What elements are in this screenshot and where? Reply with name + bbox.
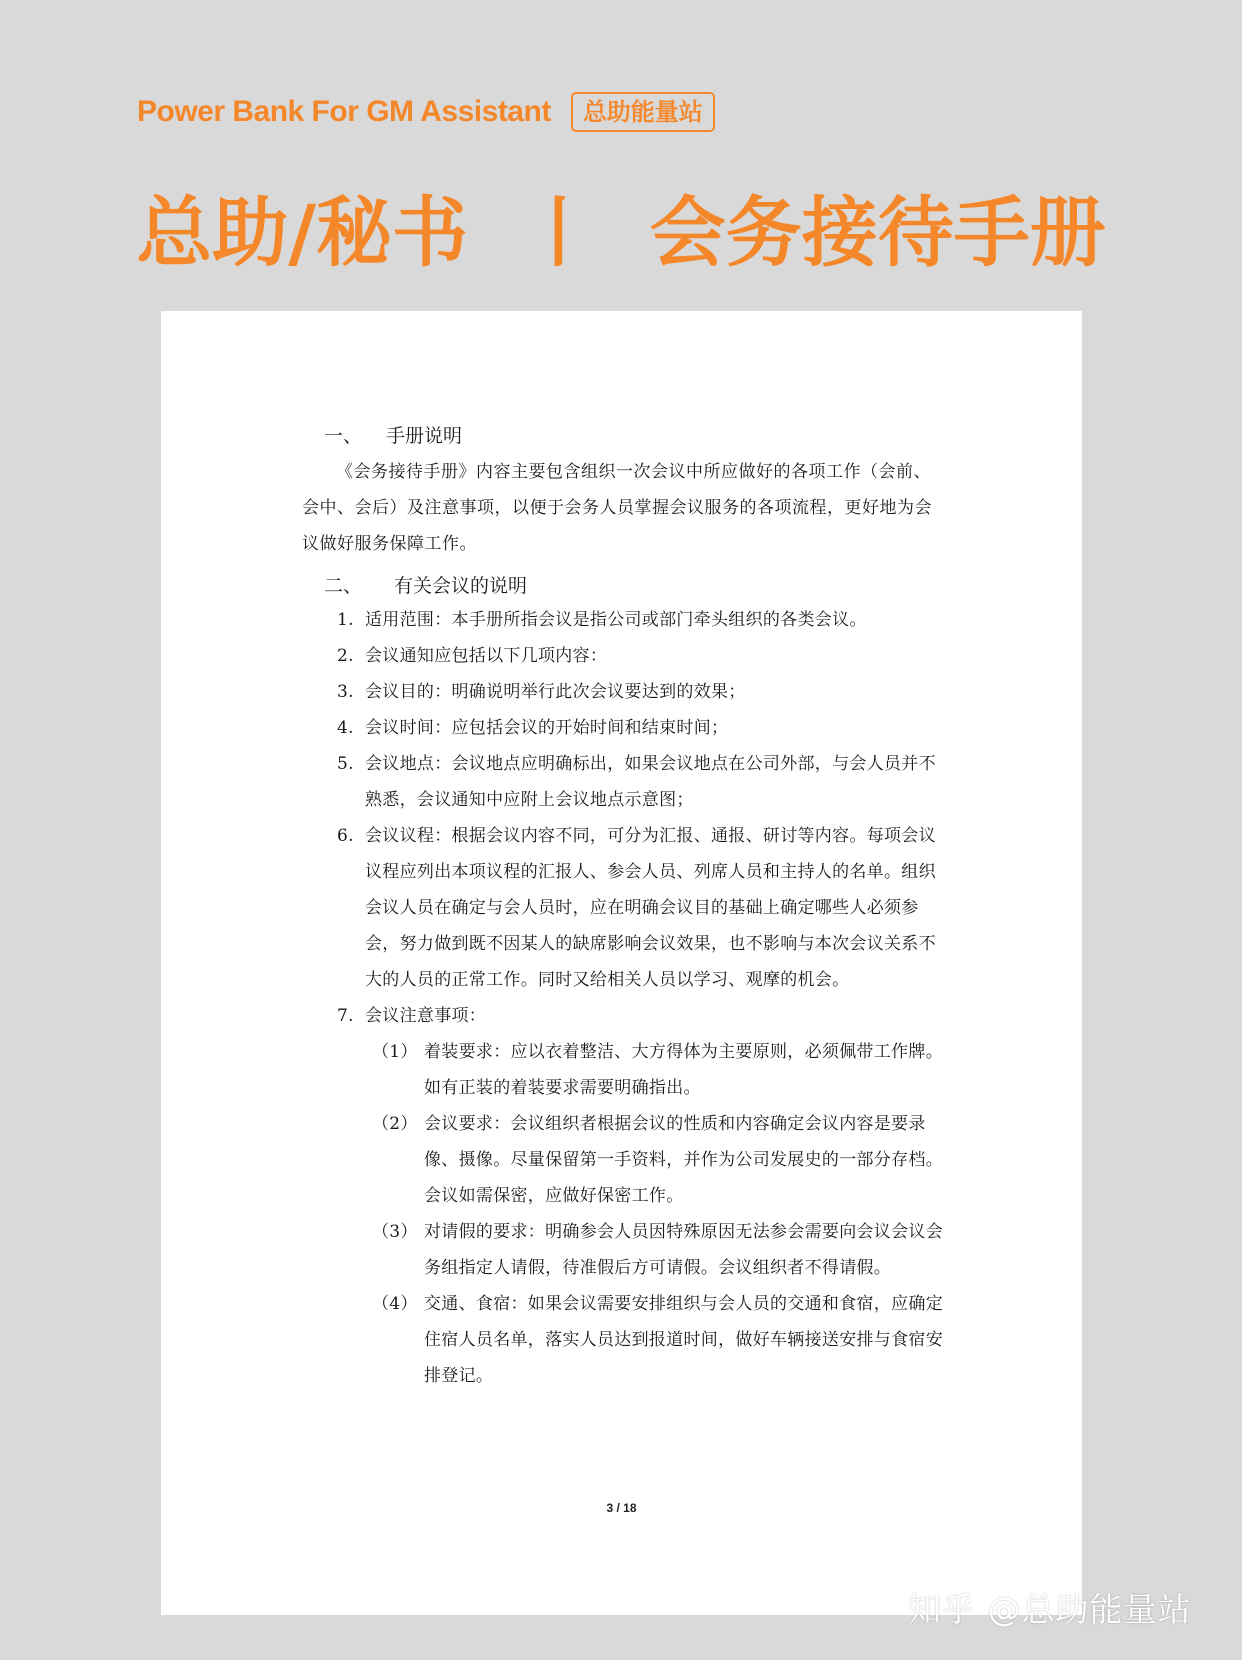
sub-list-item [302, 1214, 947, 1286]
list-item-number: 7. [337, 1006, 354, 1026]
section-number: 一、 [324, 424, 363, 447]
page-title: 总助/秘书 丨 会务接待手册 [136, 188, 1106, 277]
intro-paragraph: 《会务接待手册》内容主要包含组织一次会议中所应做好的各项工作（会前、会中、会后）及注意事项，以便于会务人员掌握会议服务的各项流程，更好地为会议做好服务保障工作。 [302, 462, 932, 554]
sub-list-item-number: （4） [372, 1294, 418, 1314]
sub-list-item-number: （1） [372, 1042, 418, 1062]
list-item [302, 602, 947, 638]
page-number: 3 / 18 [606, 1501, 637, 1515]
section-title: 有关会议的说明 [394, 574, 528, 597]
sub-list-item-text: 对请假的要求：明确参会人员因特殊原因无法参会需要向会议会议会务组指定人请假，待准假后方可请假。会议组织者不得请假。 [424, 1222, 943, 1278]
list-item [302, 710, 947, 746]
brand-name: Power Bank For GM Assistant [137, 95, 551, 128]
sub-list-item-number: （3） [372, 1222, 418, 1242]
sub-list-item [302, 1034, 947, 1106]
document-content [302, 416, 947, 1394]
sub-list-item-text: 会议要求：会议组织者根据会议的性质和内容确定会议内容是要录像、摄像。尽量保留第一手资料，并作为公司发展史的一部分存档。会议如需保密，应做好保密工作。 [424, 1114, 943, 1206]
list-item-text: 适用范围：本手册所指会议是指公司或部门牵头组织的各类会议。 [365, 610, 867, 630]
sub-list-item-text: 着装要求：应以衣着整洁、大方得体为主要原则，必须佩带工作牌。如有正装的着装要求需要明确指出。 [424, 1042, 943, 1098]
list-item-number: 2. [337, 646, 354, 666]
list-item-number: 4. [337, 718, 354, 738]
list-item [302, 998, 947, 1034]
brand-header [137, 92, 715, 132]
section-title: 手册说明 [386, 424, 463, 447]
list-item [302, 746, 947, 818]
list-item [302, 638, 947, 674]
section-number: 二、 [324, 574, 363, 597]
list-item [302, 818, 947, 998]
list-item-text: 会议注意事项： [365, 1006, 487, 1026]
sub-list-item-number: （2） [372, 1114, 418, 1134]
list-item-text: 会议地点：会议地点应明确标出，如果会议地点在公司外部，与会人员并不熟悉，会议通知中应附上会议地点示意图； [365, 754, 936, 810]
section-heading-2 [302, 566, 947, 602]
list-item-text: 会议议程：根据会议内容不同，可分为汇报、通报、研讨等内容。每项会议议程应列出本项议程的汇报人、参会人员、列席人员和主持人的名单。组织会议人员在确定与会人员时，应在明确会议目的基础上确定哪些人必须参会，努力做到既不因某人的缺席影响会议效果，也不影响与本次会议关系不大的人员的正常工作。同时又给相关人员以学习、观摩的机会。 [365, 826, 936, 990]
document-page [161, 311, 1082, 1615]
brand-badge: 总助能量站 [571, 92, 715, 132]
sub-list-item [302, 1106, 947, 1214]
sub-list-item [302, 1286, 947, 1394]
list-item-number: 5. [337, 754, 354, 774]
list-item-number: 1. [337, 610, 354, 630]
section-heading-1 [302, 416, 947, 452]
list-item [302, 674, 947, 710]
list-item-text: 会议目的：明确说明举行此次会议要达到的效果； [365, 682, 746, 702]
list-item-text: 会议通知应包括以下几项内容： [365, 646, 608, 666]
list-item-number: 3. [337, 682, 354, 702]
list-item-text: 会议时间：应包括会议的开始时间和结束时间； [365, 718, 729, 738]
watermark: 知乎 @总助能量站 [908, 1590, 1192, 1629]
list-item-number: 6. [337, 826, 354, 846]
sub-list-item-text: 交通、食宿：如果会议需要安排组织与会人员的交通和食宿，应确定住宿人员名单，落实人员达到报道时间，做好车辆接送安排与食宿安排登记。 [424, 1294, 943, 1386]
